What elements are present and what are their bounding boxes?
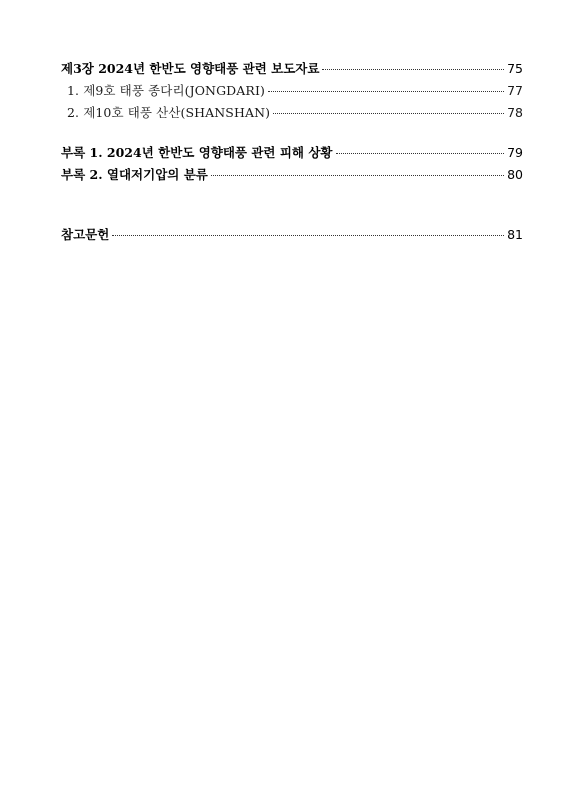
toc-entry-title: 제3장 2024년 한반도 영향태풍 관련 보도자료 [61, 61, 320, 76]
dot-leader [273, 113, 504, 114]
toc-entry-page: 81 [507, 227, 523, 242]
toc-entry-title: 2. 제10호 태풍 산산(SHANSHAN) [67, 105, 271, 120]
spacer [61, 186, 523, 224]
toc-entry-title: 참고문헌 [61, 227, 110, 242]
dot-leader [211, 175, 504, 176]
toc-entry-references[interactable] [61, 224, 523, 246]
dot-leader [112, 235, 504, 236]
dot-leader [268, 91, 504, 92]
toc-entry-page: 75 [507, 61, 523, 76]
toc-entry-shanshan[interactable] [61, 102, 523, 124]
toc-entry-appendix-1[interactable] [61, 142, 523, 164]
table-of-contents [61, 58, 523, 246]
dot-leader [336, 153, 505, 154]
toc-entry-page: 77 [507, 83, 523, 98]
toc-entry-title: 1. 제9호 태풍 종다리(JONGDARI) [67, 83, 265, 98]
toc-entry-page: 79 [507, 145, 523, 160]
toc-entry-title: 부록 1. 2024년 한반도 영향태풍 관련 피해 상황 [61, 145, 333, 160]
toc-entry-title: 부록 2. 열대저기압의 분류 [61, 167, 208, 182]
toc-entry-page: 80 [507, 167, 523, 182]
toc-entry-chapter3[interactable] [61, 58, 523, 80]
toc-entry-jongdari[interactable] [61, 80, 523, 102]
toc-entry-page: 78 [507, 105, 523, 120]
toc-entry-appendix-2[interactable] [61, 164, 523, 186]
dot-leader [322, 69, 504, 70]
spacer [61, 124, 523, 142]
